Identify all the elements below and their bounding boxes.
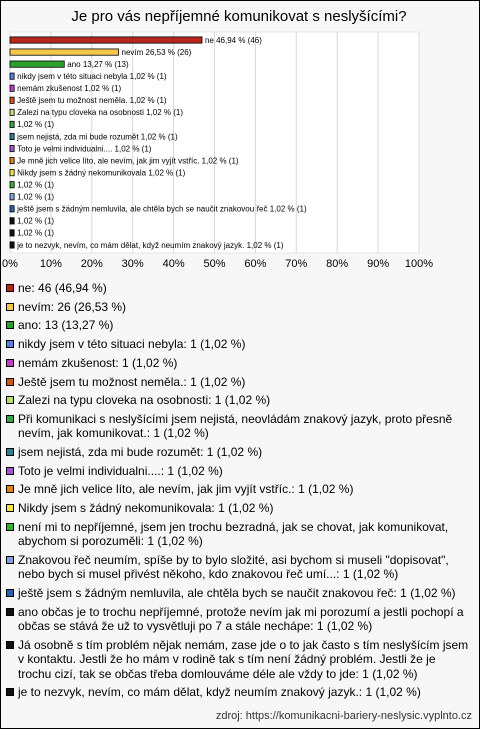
legend-item <box>6 393 472 407</box>
bar-label: Nikdy jsem s žádný nekomunikovala 1,02 % (1) <box>17 168 186 178</box>
legend-label: ano: 13 (13,27 %) <box>18 318 114 333</box>
bar[interactable] <box>10 121 14 127</box>
legend-swatch <box>6 467 14 475</box>
legend-item <box>6 337 472 351</box>
legend-swatch <box>6 340 14 348</box>
bar[interactable] <box>10 157 14 163</box>
legend-label: nemám zkušenost: 1 (1,02 %) <box>18 355 178 370</box>
legend-label: Toto je velmi individualni....: 1 (1,02 %) <box>18 463 223 478</box>
legend-swatch <box>6 485 14 493</box>
bar-label: nikdy jsem v této situaci nebyla 1,02 % (1) <box>17 71 167 81</box>
bar[interactable] <box>10 85 14 91</box>
legend-swatch <box>6 504 14 512</box>
bar-label: ano 13,27 % (13) <box>67 59 129 69</box>
legend-swatch <box>6 303 14 311</box>
bar-label: Zalezi na typu cloveka na osobnosti 1,02 % (1) <box>17 108 184 118</box>
legend-item <box>6 300 472 314</box>
legend-label: nevím: 26 (26,53 %) <box>18 299 127 314</box>
bar-label: 1,02 % (1) <box>17 216 55 226</box>
legend-label: Je mně jich velice líto, ale nevím, jak jim vyjít vstříc.: 1 (1,02 %) <box>18 482 354 497</box>
x-tick-label: 20% <box>80 258 103 270</box>
legend-label: ano občas je to trochu nepříjemné, protože nevím jak mi porozumí a jestli pochopí a občas se stává že už to vysvětluji po 7 a stále nechápe: 1 (1,02 %) <box>18 604 464 634</box>
legend <box>6 281 472 704</box>
bar-label: Je mně jich velice líto, ale nevím, jak jim vyjít vstříc. 1,02 % (1) <box>17 156 239 166</box>
bar[interactable] <box>10 61 64 67</box>
legend-item <box>6 318 472 332</box>
x-tick-label: 100% <box>404 258 434 270</box>
legend-label: Znakovou řeč neumím, spíše by to bylo složité, asi bychom si museli "dopisovat", nebo bych si musel přivést někoho, kdo znakovou řeč umí...: 1 (1,02 %) <box>18 552 449 582</box>
legend-swatch <box>6 589 14 597</box>
legend-item <box>6 586 472 600</box>
bar[interactable] <box>10 109 14 115</box>
bar[interactable] <box>10 97 14 103</box>
x-tick-label: 0% <box>2 258 18 270</box>
legend-label: Zalezi na typu cloveka na osobnosti: 1 (1,02 %) <box>18 393 271 408</box>
bar[interactable] <box>10 218 14 224</box>
legend-item <box>6 375 472 389</box>
legend-item <box>6 520 472 549</box>
legend-swatch <box>6 556 14 564</box>
bar-label: ne 46,94 % (46) <box>204 35 262 45</box>
legend-swatch <box>6 641 14 649</box>
bar-label: Ještě jsem tu možnost neměla. 1,02 % (1) <box>17 96 167 106</box>
bar-label: ještě jsem s žádným nemluvila, ale chtěla bych se naučit znakovou řeč 1,02 % (1) <box>17 204 307 214</box>
bar[interactable] <box>10 37 202 43</box>
legend-label: jsem nejistá, zda mi bude rozumět: 1 (1,02 %) <box>18 445 263 460</box>
x-tick-label: 90% <box>367 258 390 270</box>
legend-swatch <box>6 448 14 456</box>
bar[interactable] <box>10 145 14 151</box>
legend-swatch <box>6 523 14 531</box>
bar-label: 1,02 % (1) <box>17 180 55 190</box>
legend-item <box>6 501 472 515</box>
legend-swatch <box>6 608 14 616</box>
legend-item <box>6 685 472 699</box>
legend-item <box>6 356 472 370</box>
bar[interactable] <box>10 133 14 139</box>
legend-label: ještě jsem s žádným nemluvila, ale chtěla bych se naučit znakovou řeč: 1 (1,02 %) <box>18 586 456 601</box>
source-link[interactable]: zdroj: https://komunikacni-bariery-neslysic.vyplnto.cz <box>215 710 472 722</box>
legend-label: není mi to nepříjemné, jsem jen trochu bezradná, jak se chovat, jak komunikovat, abychom si porozuměli: 1 (1,02 %) <box>18 519 449 549</box>
bar[interactable] <box>10 182 14 188</box>
bar-label: Toto je velmi individualni.... 1,02 % (1) <box>17 144 152 154</box>
x-tick-label: 70% <box>285 258 308 270</box>
legend-label: Já osobně s tím problém nějak nemám, zase jde o to jak často s tím neslyšícím jsem v kontaktu. Jestli že ho mám v rodině tak s tím není žádný problém. Jestli že je trochu cizí, tak se občas třeba domlouváme déle ale vždy to jde: 1 (1,02 %) <box>18 637 469 681</box>
bar[interactable] <box>10 230 14 236</box>
legend-swatch <box>6 321 14 329</box>
x-tick-label: 30% <box>121 258 144 270</box>
bar-label: 1,02 % (1) <box>17 228 55 238</box>
legend-item <box>6 281 472 295</box>
x-tick-label: 40% <box>162 258 185 270</box>
x-tick-label: 60% <box>244 258 267 270</box>
legend-swatch <box>6 396 14 404</box>
bar[interactable] <box>10 194 14 200</box>
legend-label: Ještě jsem tu možnost neměla.: 1 (1,02 %) <box>18 374 246 389</box>
legend-item <box>6 464 472 478</box>
bar-label: nevím 26,53 % (26) <box>121 47 192 57</box>
bar-label: je to nezvyk, nevím, co mám dělat, když neumím znakový jazyk. 1,02 % (1) <box>17 240 284 250</box>
bar[interactable] <box>10 242 14 248</box>
bar[interactable] <box>10 206 14 212</box>
chart-title: Je pro vás nepříjemné komunikovat s neslyšícími? <box>71 8 407 25</box>
legend-swatch <box>6 284 14 292</box>
legend-label: Nikdy jsem s žádný nekomunikovala: 1 (1,02 %) <box>18 501 274 516</box>
bar[interactable] <box>10 49 119 55</box>
legend-swatch <box>6 688 14 696</box>
legend-swatch <box>6 378 14 386</box>
x-tick-label: 10% <box>39 258 62 270</box>
legend-label: nikdy jsem v této situaci nebyla: 1 (1,02 %) <box>18 337 246 352</box>
legend-item <box>6 445 472 459</box>
x-tick-label: 80% <box>326 258 349 270</box>
legend-item <box>6 553 472 582</box>
legend-item <box>6 605 472 634</box>
legend-label: Při komunikaci s neslyšícími jsem nejistá, neovládám znakový jazyk, proto přesně nevím, jak komunikovat.: 1 (1,02 %) <box>18 411 453 441</box>
legend-item <box>6 412 472 441</box>
legend-swatch <box>6 359 14 367</box>
legend-item <box>6 638 472 681</box>
bar[interactable] <box>10 73 14 79</box>
bar[interactable] <box>10 170 14 176</box>
legend-swatch <box>6 415 14 423</box>
legend-label: je to nezvyk, nevím, co mám dělat, když neumím znakový jazyk.: 1 (1,02 %) <box>18 685 421 700</box>
x-tick-label: 50% <box>203 258 226 270</box>
bar-label: jsem nejistá, zda mi bude rozumět 1,02 % (1) <box>17 132 178 142</box>
bar-label: nemám zkušenost 1,02 % (1) <box>17 84 122 94</box>
bar-label: 1,02 % (1) <box>17 120 55 130</box>
bar-label: 1,02 % (1) <box>17 192 55 202</box>
legend-label: ne: 46 (46,94 %) <box>18 281 107 295</box>
legend-item <box>6 482 472 496</box>
